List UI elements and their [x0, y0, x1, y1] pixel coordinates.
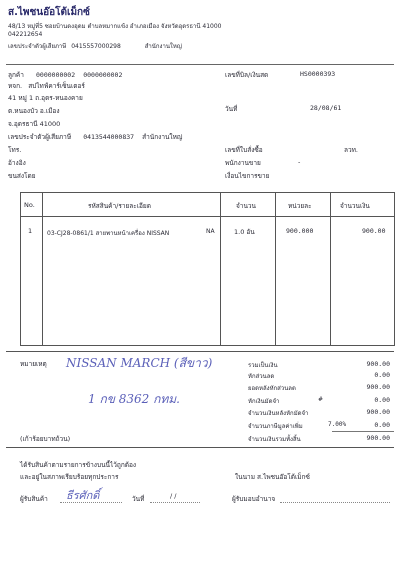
customer-tax-label: เลขประจำตัวผู้เสียภาษี — [8, 133, 72, 141]
receiver-signature: ธีรศักดิ์ — [66, 489, 100, 502]
company-tax-row — [8, 41, 182, 51]
receiver-label: ผู้รับสินค้า — [20, 495, 48, 503]
doc-terms-label: เงื่อนไขการขาย — [225, 172, 270, 180]
total-label-subtotal: รวมเป็นเงิน — [248, 362, 278, 369]
customer-branch: สำนักงานใหญ่ — [142, 133, 183, 141]
doc-po-label: เลขที่ใบสั่งซื้อ — [225, 146, 263, 154]
total-value-grand: 900.00 — [366, 434, 390, 442]
customer-code2: 0000000002 — [83, 71, 123, 79]
header-no: No. — [24, 201, 35, 209]
authorized-label: ผู้รับมอบอำนาจ — [232, 495, 276, 503]
total-value-discount: 0.00 — [374, 371, 390, 379]
grand-total-rule — [332, 431, 394, 432]
total-label-grand: จำนวนเงินรวมทั้งสิ้น — [248, 436, 301, 443]
customer-ref-label: อ้างอิง — [8, 159, 26, 167]
receiver-date-value: / / — [170, 492, 177, 500]
row-no: 1 — [28, 227, 33, 235]
company-phone: 042212654 — [8, 31, 43, 38]
remarks-handwritten-2: 1 กข 8362 กทม. — [88, 392, 180, 406]
customer-code-row — [8, 70, 122, 80]
customer-box-top — [6, 64, 394, 65]
company-address: 48/13 หมู่ที่5 ซอยบ้านดงอุดม ตำบลหมากแข้ง อำเภอเมือง จังหวัดอุดรธานี 41000 — [8, 23, 222, 30]
company-tax-label: เลขประจำตัวผู้เสียภาษี — [8, 43, 67, 50]
company-name: ส.ไพชนอ๊อโต้เม็กซ์ — [8, 7, 90, 18]
authorized-dotted-line — [280, 502, 390, 503]
table-col-line — [394, 192, 395, 346]
customer-code-label: ลูกค้า — [8, 71, 24, 79]
total-value-subtotal: 900.00 — [366, 360, 390, 368]
summary-top-border — [6, 351, 394, 352]
row-desc: 03-CJ28-0861/1 สายพานหน้าเครื่อง NISSAN — [47, 230, 170, 237]
customer-tax-id: 0413544000837 — [83, 133, 135, 141]
total-value-deposit: 0.00 — [374, 396, 390, 404]
doc-po-suffix: ลวท. — [344, 146, 358, 154]
total-label-vat: จำนวนภาษีมูลค่าเพิ่ม — [248, 423, 303, 430]
total-value-vat: 0.00 — [374, 421, 390, 429]
header-qty: จำนวน — [236, 202, 256, 210]
total-label-after-discount: ยอดหลังหักส่วนลด — [248, 385, 296, 392]
customer-tel-label: โทร. — [8, 146, 22, 154]
table-col-line — [330, 192, 331, 346]
row-amount: 900.00 — [362, 227, 386, 235]
header-amount: จำนวนเงิน — [340, 202, 370, 210]
remarks-handwritten-1: NISSAN MARCH (สีขาว) — [66, 356, 213, 370]
vat-rate: 7.00% — [328, 421, 347, 428]
customer-addr3: จ.อุดรธานี 41000 — [8, 120, 61, 128]
header-price: หน่วยละ — [288, 202, 312, 210]
table-header-border — [20, 216, 394, 217]
total-value-after-discount: 900.00 — [366, 383, 390, 391]
footer-note-2: และอยู่ในสภาพเรียบร้อยทุกประการ — [20, 473, 119, 481]
amount-in-words: (เก้าร้อยบาทถ้วน) — [20, 435, 71, 443]
table-col-line — [42, 192, 43, 346]
deposit-mark: # — [318, 396, 324, 403]
doc-date: 28/08/61 — [310, 104, 342, 112]
row-price: 900.000 — [286, 227, 314, 235]
table-col-line — [20, 192, 21, 346]
company-branch: สำนักงานใหญ่ — [144, 43, 182, 50]
row-flag: NA — [206, 228, 215, 235]
customer-name-label: หจก. — [8, 82, 23, 90]
receiver-date-label: วันที่ — [132, 495, 145, 503]
table-col-line — [275, 192, 276, 346]
customer-addr2: ต.หนองบัว อ.เมือง — [8, 107, 60, 115]
footer-note-1: ได้รับสินค้าตามรายการข้างบนนี้ไว้ถูกต้อง — [20, 461, 137, 469]
total-label-after-deposit: จำนวนเงินหลังหักมัดจำ — [248, 410, 309, 417]
remarks-label: หมายเหตุ — [20, 360, 47, 368]
doc-date-label: วันที่ — [225, 105, 238, 113]
customer-code: 0000000002 — [36, 71, 76, 79]
doc-sales-value: - — [298, 158, 301, 166]
row-qty: 1.0 อัน — [234, 228, 255, 236]
summary-bottom-border — [6, 447, 394, 448]
total-value-after-deposit: 900.00 — [366, 408, 390, 416]
footer-onbehalf: ในนาม ส.ไพชนอ๊อโต้เม็กซ์ — [235, 473, 310, 481]
table-bottom-border — [20, 345, 394, 346]
customer-tax-row — [8, 132, 182, 142]
company-tax-id: 0415557000298 — [71, 43, 121, 50]
table-top-border — [20, 192, 394, 193]
doc-sales-label: พนักงานขาย — [225, 159, 261, 167]
header-desc: รหัสสินค้า/รายละเอียด — [88, 202, 151, 210]
receiver-dotted-line — [60, 502, 122, 503]
customer-name-row — [8, 81, 85, 91]
customer-ship-label: ขนส่งโดย — [8, 172, 36, 180]
customer-name: สปไทฟ์คาร์เซ็นเตอร์ — [28, 82, 85, 90]
table-col-line — [220, 192, 221, 346]
doc-no-label: เลขที่บิล/เงินสด — [225, 71, 269, 79]
total-label-discount: หักส่วนลด — [248, 373, 275, 380]
receiver-date-dotted-line — [150, 502, 200, 503]
customer-addr1: 41 หมู่ 1 ถ.อุดร-หนองคาย — [8, 94, 83, 102]
doc-no: HS0000393 — [300, 70, 336, 78]
total-label-deposit: หักเงินมัดจำ — [248, 398, 280, 405]
